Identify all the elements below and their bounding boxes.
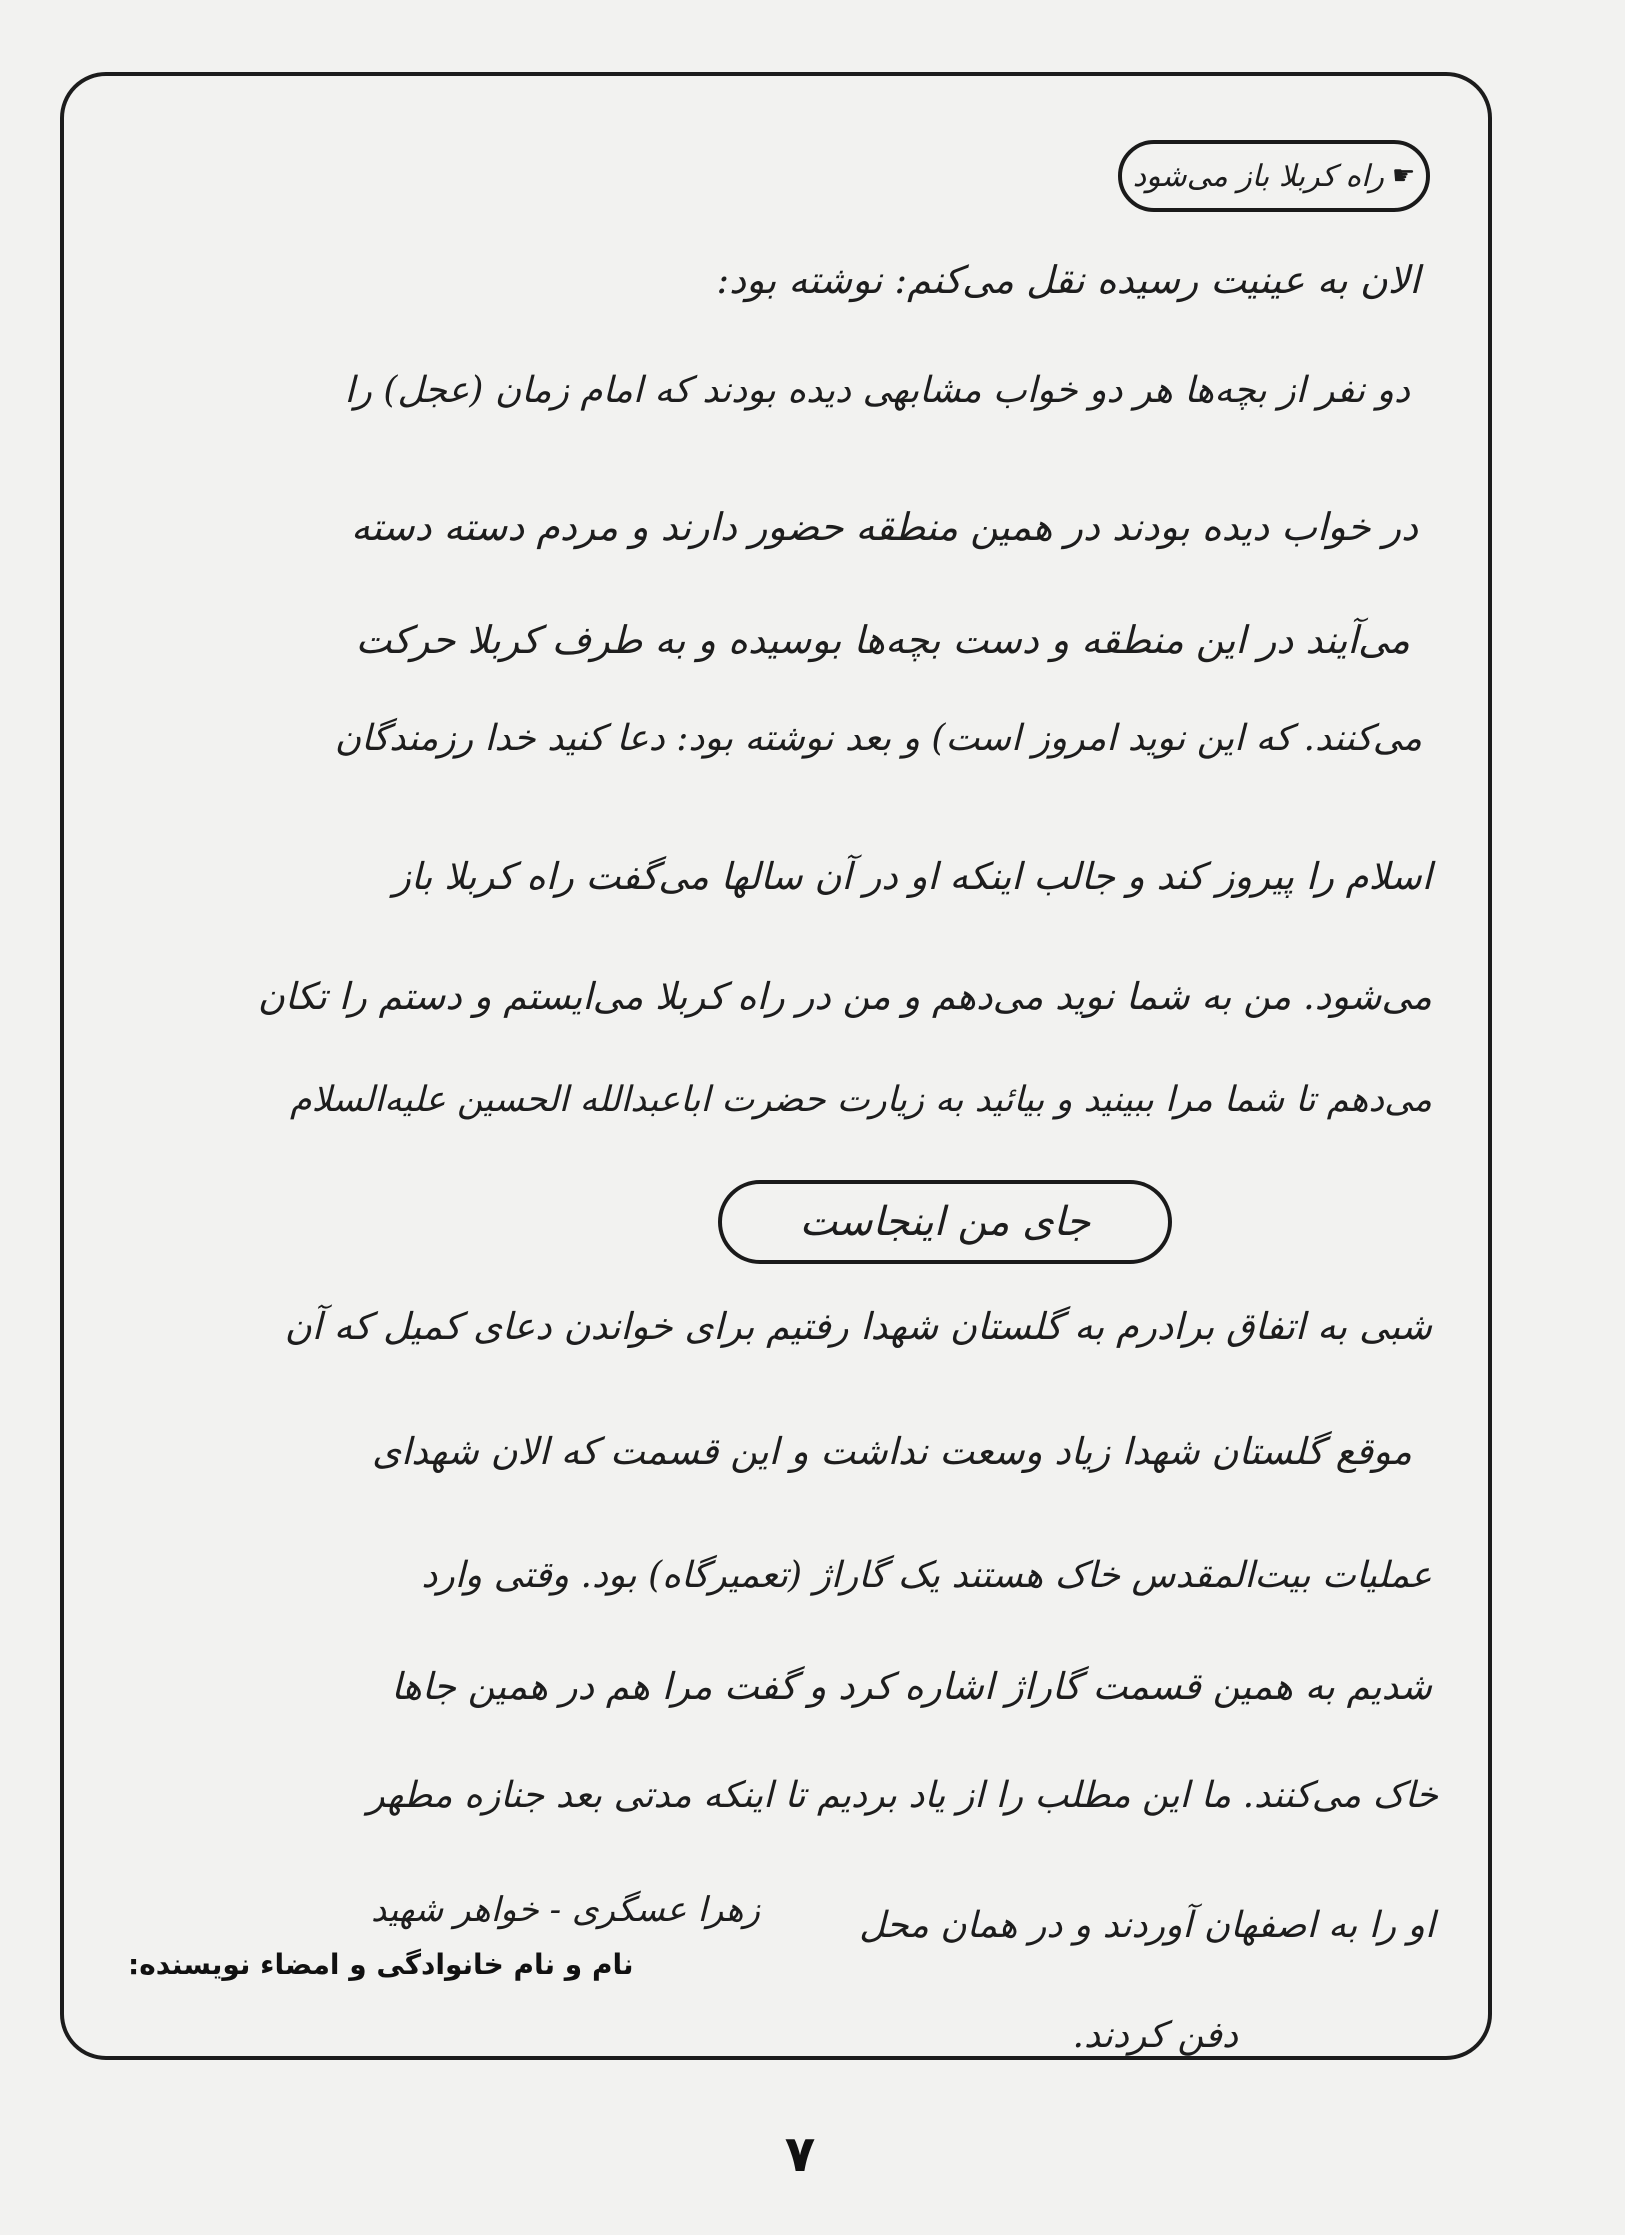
title-box (1118, 140, 1430, 212)
text-line: در خواب دیده بودند در همین منطقه حضور دارند و مردم دسته دسته (350, 505, 1418, 549)
subheading: جای من اینجاست (799, 1199, 1091, 1245)
text-line: اسلام را پیروز کند و جالب اینکه او در آن سالها می‌گفت راه کربلا باز (392, 855, 1432, 898)
page-title: راه کربلا باز می‌شود (1132, 158, 1384, 194)
text-line: می‌آیند در این منطقه و دست بچه‌ها بوسیده و به طرف کربلا حرکت (355, 618, 1410, 662)
text-line: موقع گلستان شهدا زیاد وسعت نداشت و این قسمت که الان شهدای (372, 1430, 1412, 1473)
text-line: می‌دهم تا شما مرا ببینید و بیائید به زیارت حضرت اباعبدالله الحسین علیه‌السلام (289, 1080, 1432, 1120)
signature-name: زهرا عسگری - خواهر شهید (370, 1890, 760, 1930)
text-line: دفن کردند. (1072, 2015, 1238, 2056)
text-line: خاک می‌کنند. ما این مطلب را از یاد بردیم تا اینکه مدتی بعد جنازه مطهر (367, 1775, 1438, 1816)
page-number: ۷ (784, 2125, 816, 2183)
text-line: دو نفر از بچه‌ها هر دو خواب مشابهی دیده بودند که امام زمان (عجل) را (344, 370, 1410, 411)
signature-label: نام و نام خانوادگی و امضاء نویسنده: (128, 1948, 634, 1981)
text-line: شبی به اتفاق برادرم به گلستان شهدا رفتیم برای خواندن دعای کمیل که آن (284, 1305, 1432, 1348)
pointing-hand-icon: ☛ (1391, 161, 1416, 191)
text-line: عملیات بیت‌المقدس خاک هستند یک گاراژ (تعمیرگاه) بود. وقتی وارد (421, 1555, 1432, 1596)
text-line: شدیم به همین قسمت گاراژ اشاره کرد و گفت مرا هم در همین جاها (391, 1665, 1432, 1708)
text-line: الان به عینیت رسیده نقل می‌کنم: نوشته بود: (716, 258, 1420, 302)
text-line: می‌کنند. که این نوید امروز است) و بعد نوشته بود: دعا کنید خدا رزمندگان (334, 718, 1422, 759)
text-line: او را به اصفهان آوردند و در همان محل (859, 1905, 1435, 1946)
text-line: می‌شود. من به شما نوید می‌دهم و من در راه کربلا می‌ایستم و دستم را تکان (257, 975, 1432, 1018)
subheading-box (718, 1180, 1172, 1264)
